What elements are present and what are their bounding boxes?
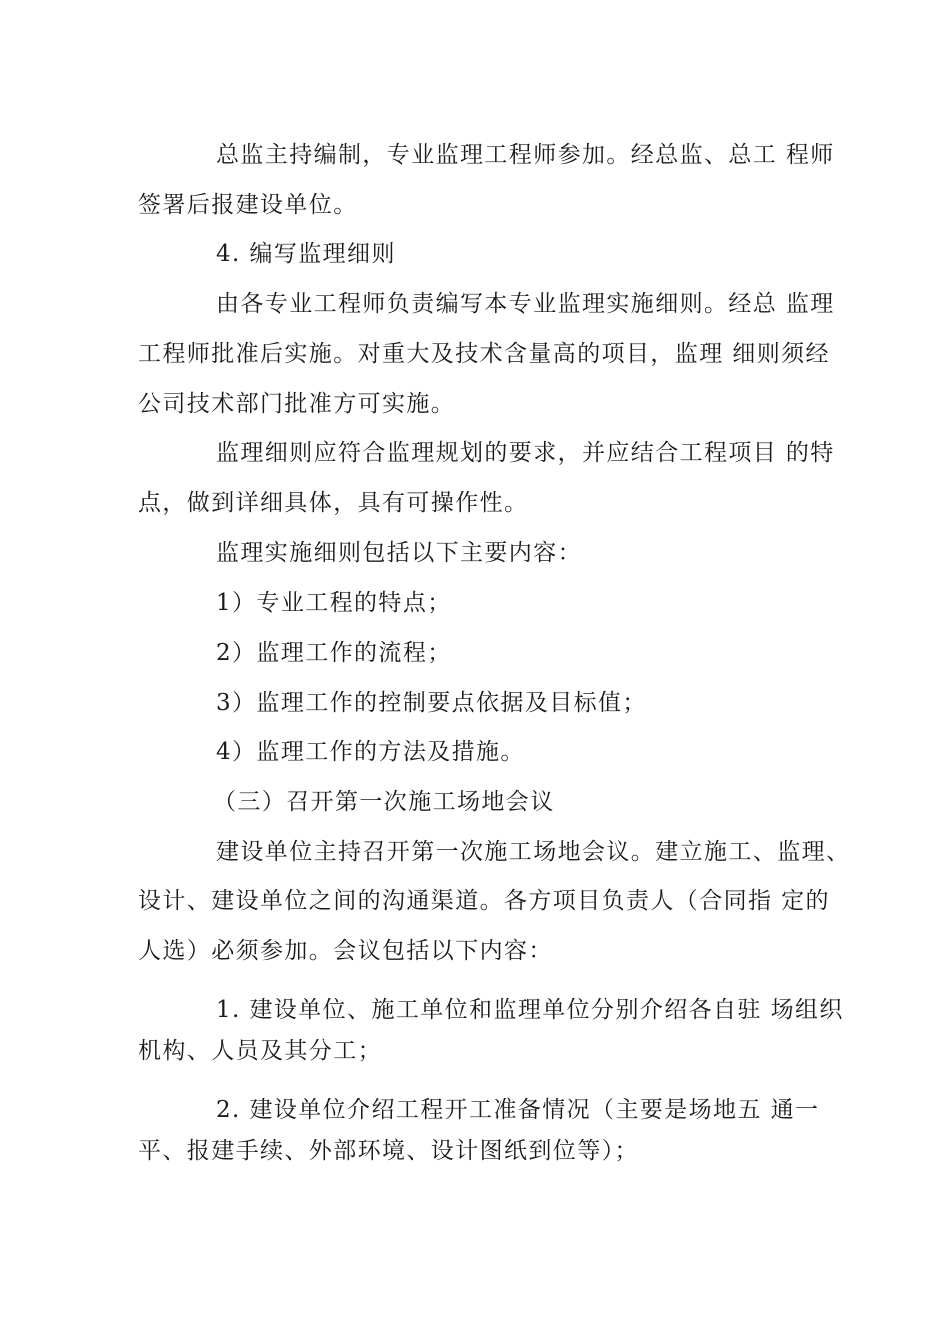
text-line: 工程师批准后实施。对重大及技术含量高的项目，监理 细则须经 (138, 341, 830, 367)
text-line: 人选）必须参加。会议包括以下内容： (138, 938, 553, 964)
text-line: 平、报建手续、外部环境、设计图纸到位等）； (138, 1138, 639, 1164)
list-item: 2. 建设单位介绍工程开工准备情况（主要是场地五 通一 (216, 1097, 820, 1123)
list-item: 3）监理工作的控制要点依据及目标值； (216, 690, 647, 716)
list-item: 1. 建设单位、施工单位和监理单位分别介绍各自驻 场组织 (216, 997, 844, 1023)
text-line: 签署后报建设单位。 (138, 192, 358, 218)
text-line: 由各专业工程师负责编写本专业监理实施细则。经总 监理 (216, 291, 835, 317)
text-line: 公司技术部门批准方可实施。 (138, 391, 456, 417)
text-line: 机构、人员及其分工； (138, 1038, 382, 1064)
text-line: 监理实施细则包括以下主要内容： (216, 540, 582, 566)
section-heading: （三）召开第一次施工场地会议 (213, 789, 555, 815)
text-line: 监理细则应符合监理规划的要求，并应结合工程项目 的特 (216, 440, 835, 466)
list-item: 4）监理工作的方法及措施。 (216, 739, 525, 765)
list-item: 2）监理工作的流程； (216, 640, 452, 666)
list-item: 1）专业工程的特点； (216, 590, 452, 616)
text-line: 设计、建设单位之间的沟通渠道。各方项目负责人（合同指 定的 (138, 888, 830, 914)
section-heading: 4. 编写监理细则 (216, 241, 396, 267)
text-line: 点，做到详细具体，具有可操作性。 (138, 490, 529, 516)
text-line: 建设单位主持召开第一次施工场地会议。建立施工、监理、 (216, 839, 851, 865)
text-line: 总监主持编制，专业监理工程师参加。经总监、总工 程师 (216, 142, 835, 168)
